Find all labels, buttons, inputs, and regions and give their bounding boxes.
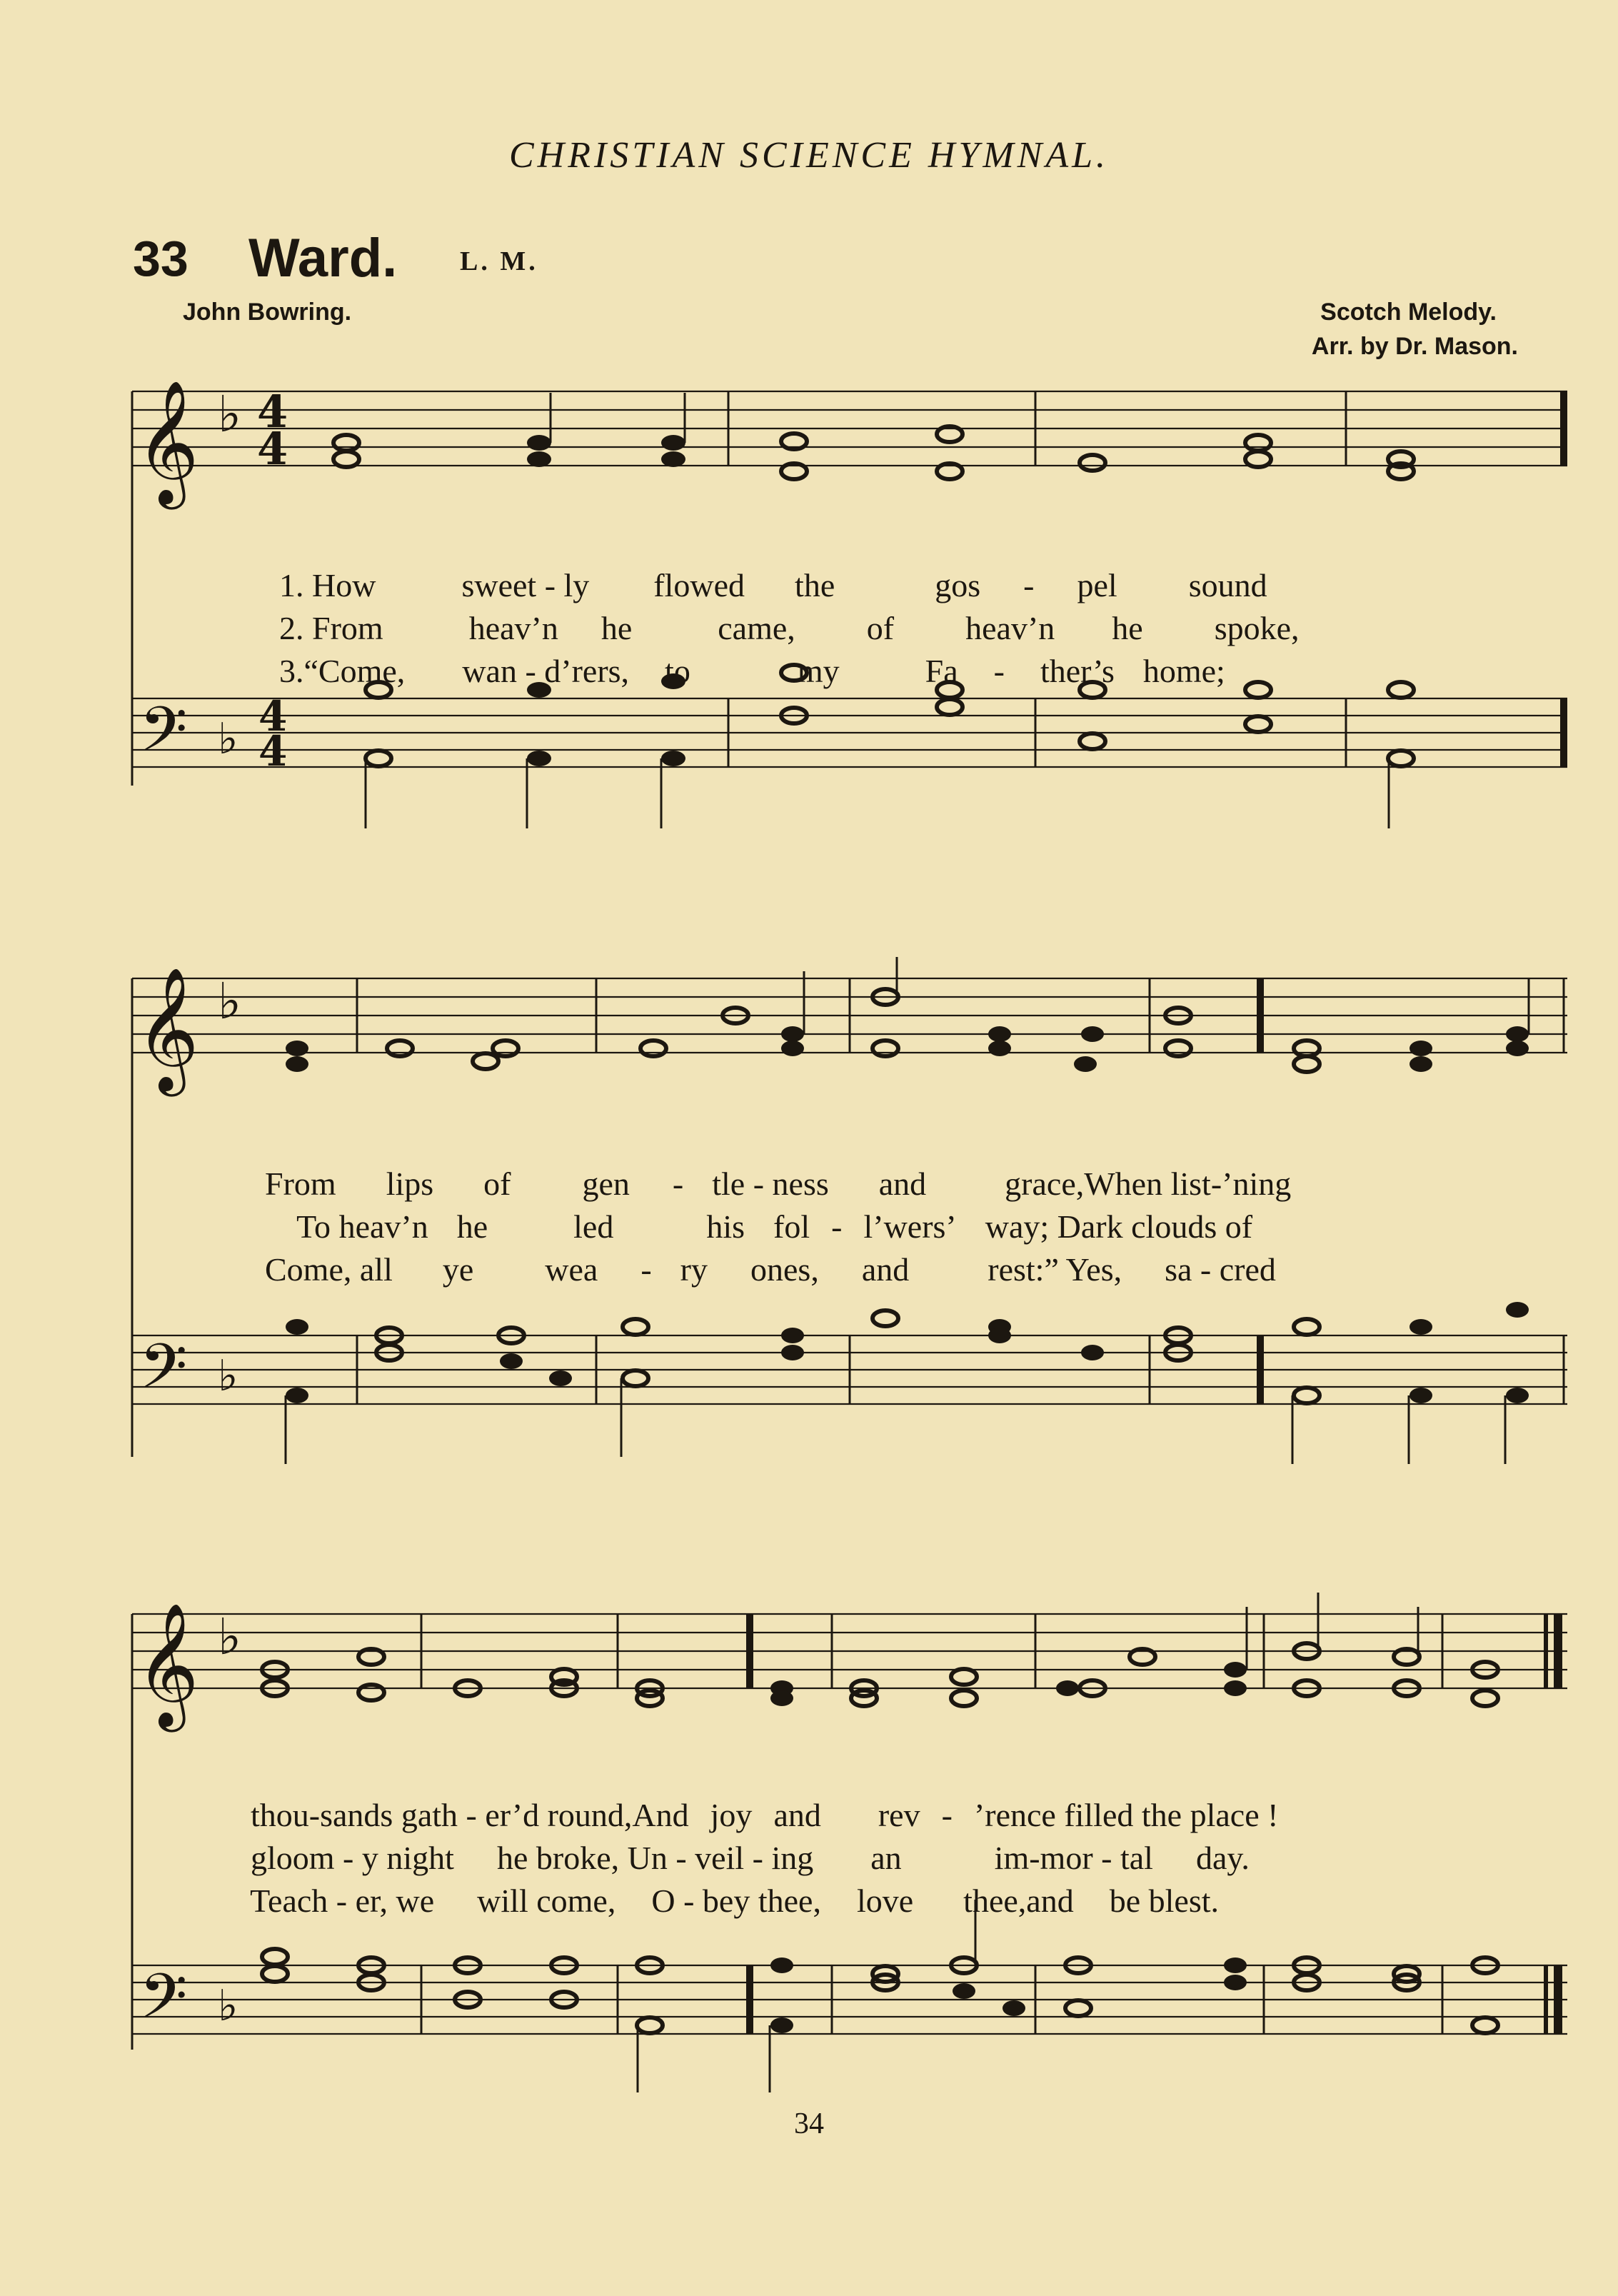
treble-clef-icon: 𝄞 (136, 380, 199, 504)
lyric-line-verse-2: To heav’n he led his fol - l’wers’ way; Dark clouds of (296, 1208, 1253, 1245)
flat-sign-icon: ♭ (218, 1608, 242, 1666)
time-signature-bottom: 4 (257, 423, 288, 475)
lyric-line-verse-1: 1. How sweet - ly flowed the gos - pel sound (279, 567, 1267, 603)
time-signature-top: 4 (258, 692, 288, 741)
treble-staff (132, 391, 1567, 466)
running-head: CHRISTIAN SCIENCE HYMNAL. (508, 135, 1110, 176)
treble-notes (286, 957, 1529, 1072)
flat-sign-icon: ♭ (218, 1981, 238, 2031)
flat-sign-icon: ♭ (218, 385, 242, 443)
bass-staff (132, 1965, 1567, 2034)
lyric-line-verse-2: gloom - y night he broke, Un - veil - ing an im-mor - tal day. (251, 1840, 1250, 1876)
lyric-line-verse-2: 2. From heav’n he came, of heav’n he spoke, (279, 610, 1300, 646)
lyric-line-verse-1: From lips of gen - tle - ness and grace,When list-’ning (265, 1165, 1292, 1202)
hymn-number: 33 (133, 231, 189, 286)
time-signature-bottom: 4 (258, 727, 288, 776)
page-number: 34 (794, 2107, 824, 2140)
bass-clef-icon: 𝄢 (139, 1960, 188, 2047)
flat-sign-icon: ♭ (218, 1351, 238, 1401)
arranger-credit: Arr. by Dr. Mason. (1311, 333, 1518, 360)
lyric-line-verse-3: Teach - er, we will come, O - bey thee, love thee,and be blest. (250, 1883, 1220, 1919)
flat-sign-icon: ♭ (218, 972, 242, 1031)
lyric-line-verse-1: thou-sands gath - er’d round,And joy and rev - ’rence filled the place ! (251, 1797, 1279, 1833)
author-credit: John Bowring. (183, 299, 352, 326)
lyric-line-verse-3: 3.“Come, wan - d’rers, to my Fa - ther’s home; (279, 653, 1225, 689)
hymn-meter: L. M. (460, 246, 538, 276)
treble-staff (132, 1614, 1567, 1688)
bass-clef-icon: 𝄢 (139, 1330, 188, 1418)
bass-clef-icon: 𝄢 (139, 693, 188, 781)
treble-clef-icon: 𝄞 (136, 1603, 199, 1727)
composer-credit: Scotch Melody. (1320, 299, 1497, 326)
hymn-tune-name: Ward. (248, 228, 398, 289)
flat-sign-icon: ♭ (218, 714, 238, 764)
lyric-line-verse-3: Come, all ye wea - ry ones, and rest:” Yes, sa - cred (265, 1251, 1276, 1288)
treble-notes (262, 1593, 1498, 1706)
time-signature-top: 4 (257, 386, 288, 438)
treble-clef-icon: 𝄞 (136, 967, 199, 1091)
bass-notes (286, 1302, 1529, 1464)
